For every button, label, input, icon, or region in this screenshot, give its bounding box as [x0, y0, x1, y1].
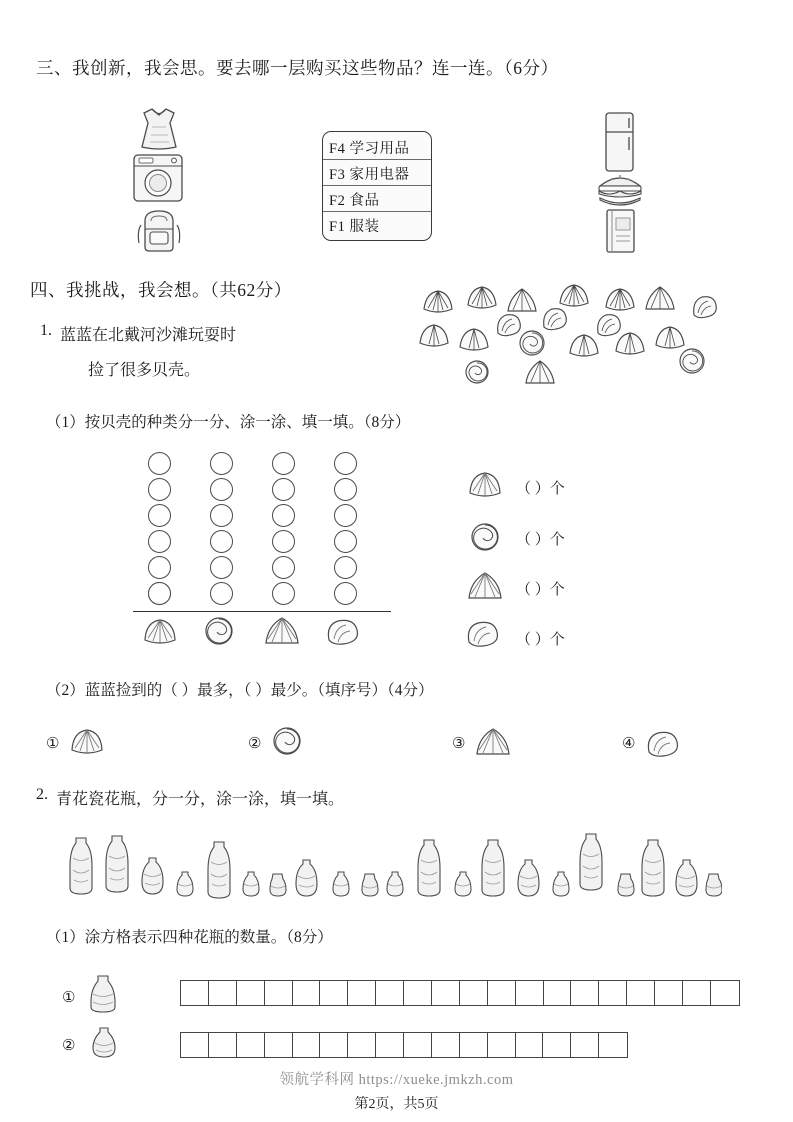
- answer-blank-fan[interactable]: （ ）个: [516, 582, 565, 598]
- dress-icon: [130, 105, 188, 151]
- floor-separator: [323, 211, 431, 212]
- q1-number: 1.: [40, 322, 52, 339]
- tally-circle[interactable]: [148, 478, 171, 501]
- q2-title: 青花瓷花瓶，分一分，涂一涂，填一填。: [56, 791, 345, 808]
- q2-sub1: （1）涂方格表示四种花瓶的数量。（8分）: [46, 929, 333, 946]
- fan-shell-icon: [265, 617, 299, 645]
- hamburger-icon: [594, 170, 646, 210]
- fan-shell-icon: [468, 572, 502, 600]
- backpack-icon: [130, 205, 188, 255]
- tally-circle[interactable]: [334, 582, 357, 605]
- round-vase-icon: [90, 1026, 118, 1060]
- floor-separator: [323, 159, 431, 160]
- tally-circle[interactable]: [334, 478, 357, 501]
- q2-row1-label: ①: [62, 990, 76, 1006]
- spiral-shell-icon: [272, 726, 304, 756]
- book-icon: [600, 206, 642, 256]
- tally-circle[interactable]: [334, 530, 357, 553]
- floor-item-f1: F1 服装: [329, 219, 380, 235]
- tally-circle[interactable]: [148, 452, 171, 475]
- section4-title: 四、我挑战，我会想。（共62分）: [30, 280, 292, 300]
- tally-circle[interactable]: [148, 504, 171, 527]
- tally-circle[interactable]: [210, 452, 233, 475]
- tally-circle[interactable]: [272, 530, 295, 553]
- scallop-shell-icon: [70, 728, 104, 756]
- tally-circle[interactable]: [272, 504, 295, 527]
- floor-directory-box: [322, 131, 432, 241]
- tally-circle[interactable]: [272, 582, 295, 605]
- option-label-1[interactable]: ①: [46, 736, 60, 752]
- tally-circle[interactable]: [148, 530, 171, 553]
- floor-item-f4: F4 学习用品: [329, 141, 410, 157]
- grid-baseline: [133, 611, 391, 612]
- floor-separator: [323, 185, 431, 186]
- q1-sub1: （1）按贝壳的种类分一分、涂一涂、填一填。（8分）: [46, 414, 411, 431]
- q1-line1: 蓝蓝在北戴河沙滩玩耍时: [60, 327, 237, 344]
- vases-illustration: [62, 826, 722, 908]
- answer-blank-conch[interactable]: （ ）个: [516, 632, 565, 648]
- q2-row2-grid[interactable]: [180, 1032, 628, 1058]
- q1-line2: 捡了很多贝壳。: [88, 362, 201, 379]
- q1-sub2: （2）蓝蓝捡到的（ ）最多，（ ）最少。（填序号）（4分）: [46, 682, 434, 699]
- shells-illustration: [410, 283, 730, 393]
- option-label-4[interactable]: ④: [622, 736, 636, 752]
- conch-shell-icon: [466, 620, 502, 648]
- tally-circle[interactable]: [148, 556, 171, 579]
- tally-circle[interactable]: [272, 478, 295, 501]
- tally-circle[interactable]: [334, 452, 357, 475]
- tally-circle[interactable]: [210, 530, 233, 553]
- tally-circle[interactable]: [210, 478, 233, 501]
- tally-circle[interactable]: [210, 582, 233, 605]
- conch-shell-icon: [326, 618, 362, 646]
- tally-circle[interactable]: [334, 556, 357, 579]
- fan-shell-icon: [476, 728, 510, 756]
- scallop-shell-icon: [468, 471, 502, 499]
- section3-title: 三、我创新，我会思。要去哪一层购买这些物品？连一连。（6分）: [36, 58, 559, 78]
- scallop-shell-icon: [143, 618, 177, 646]
- option-label-3[interactable]: ③: [452, 736, 466, 752]
- tally-circle[interactable]: [334, 504, 357, 527]
- page-footer: 第2页，共5页: [354, 1097, 439, 1112]
- answer-blank-scallop[interactable]: （ ）个: [516, 481, 565, 497]
- q2-row2-label: ②: [62, 1038, 76, 1054]
- floor-item-f2: F2 食品: [329, 193, 380, 209]
- refrigerator-icon: [598, 110, 640, 174]
- tall-vase-icon: [88, 974, 118, 1014]
- tally-circle[interactable]: [148, 582, 171, 605]
- floor-item-f3: F3 家用电器: [329, 167, 410, 183]
- tally-circle[interactable]: [210, 556, 233, 579]
- washing-machine-icon: [128, 152, 188, 204]
- answer-blank-spiral[interactable]: （ ）个: [516, 532, 565, 548]
- spiral-shell-icon: [204, 616, 236, 646]
- q2-row1-grid[interactable]: [180, 980, 740, 1006]
- conch-shell-icon: [646, 730, 682, 758]
- watermark: 领航学科网 https://xueke.jmkzh.com: [279, 1072, 514, 1088]
- tally-circle[interactable]: [272, 452, 295, 475]
- tally-circle[interactable]: [210, 504, 233, 527]
- spiral-shell-icon: [470, 522, 502, 552]
- option-label-2[interactable]: ②: [248, 736, 262, 752]
- q2-number: 2.: [36, 786, 48, 803]
- tally-circle[interactable]: [272, 556, 295, 579]
